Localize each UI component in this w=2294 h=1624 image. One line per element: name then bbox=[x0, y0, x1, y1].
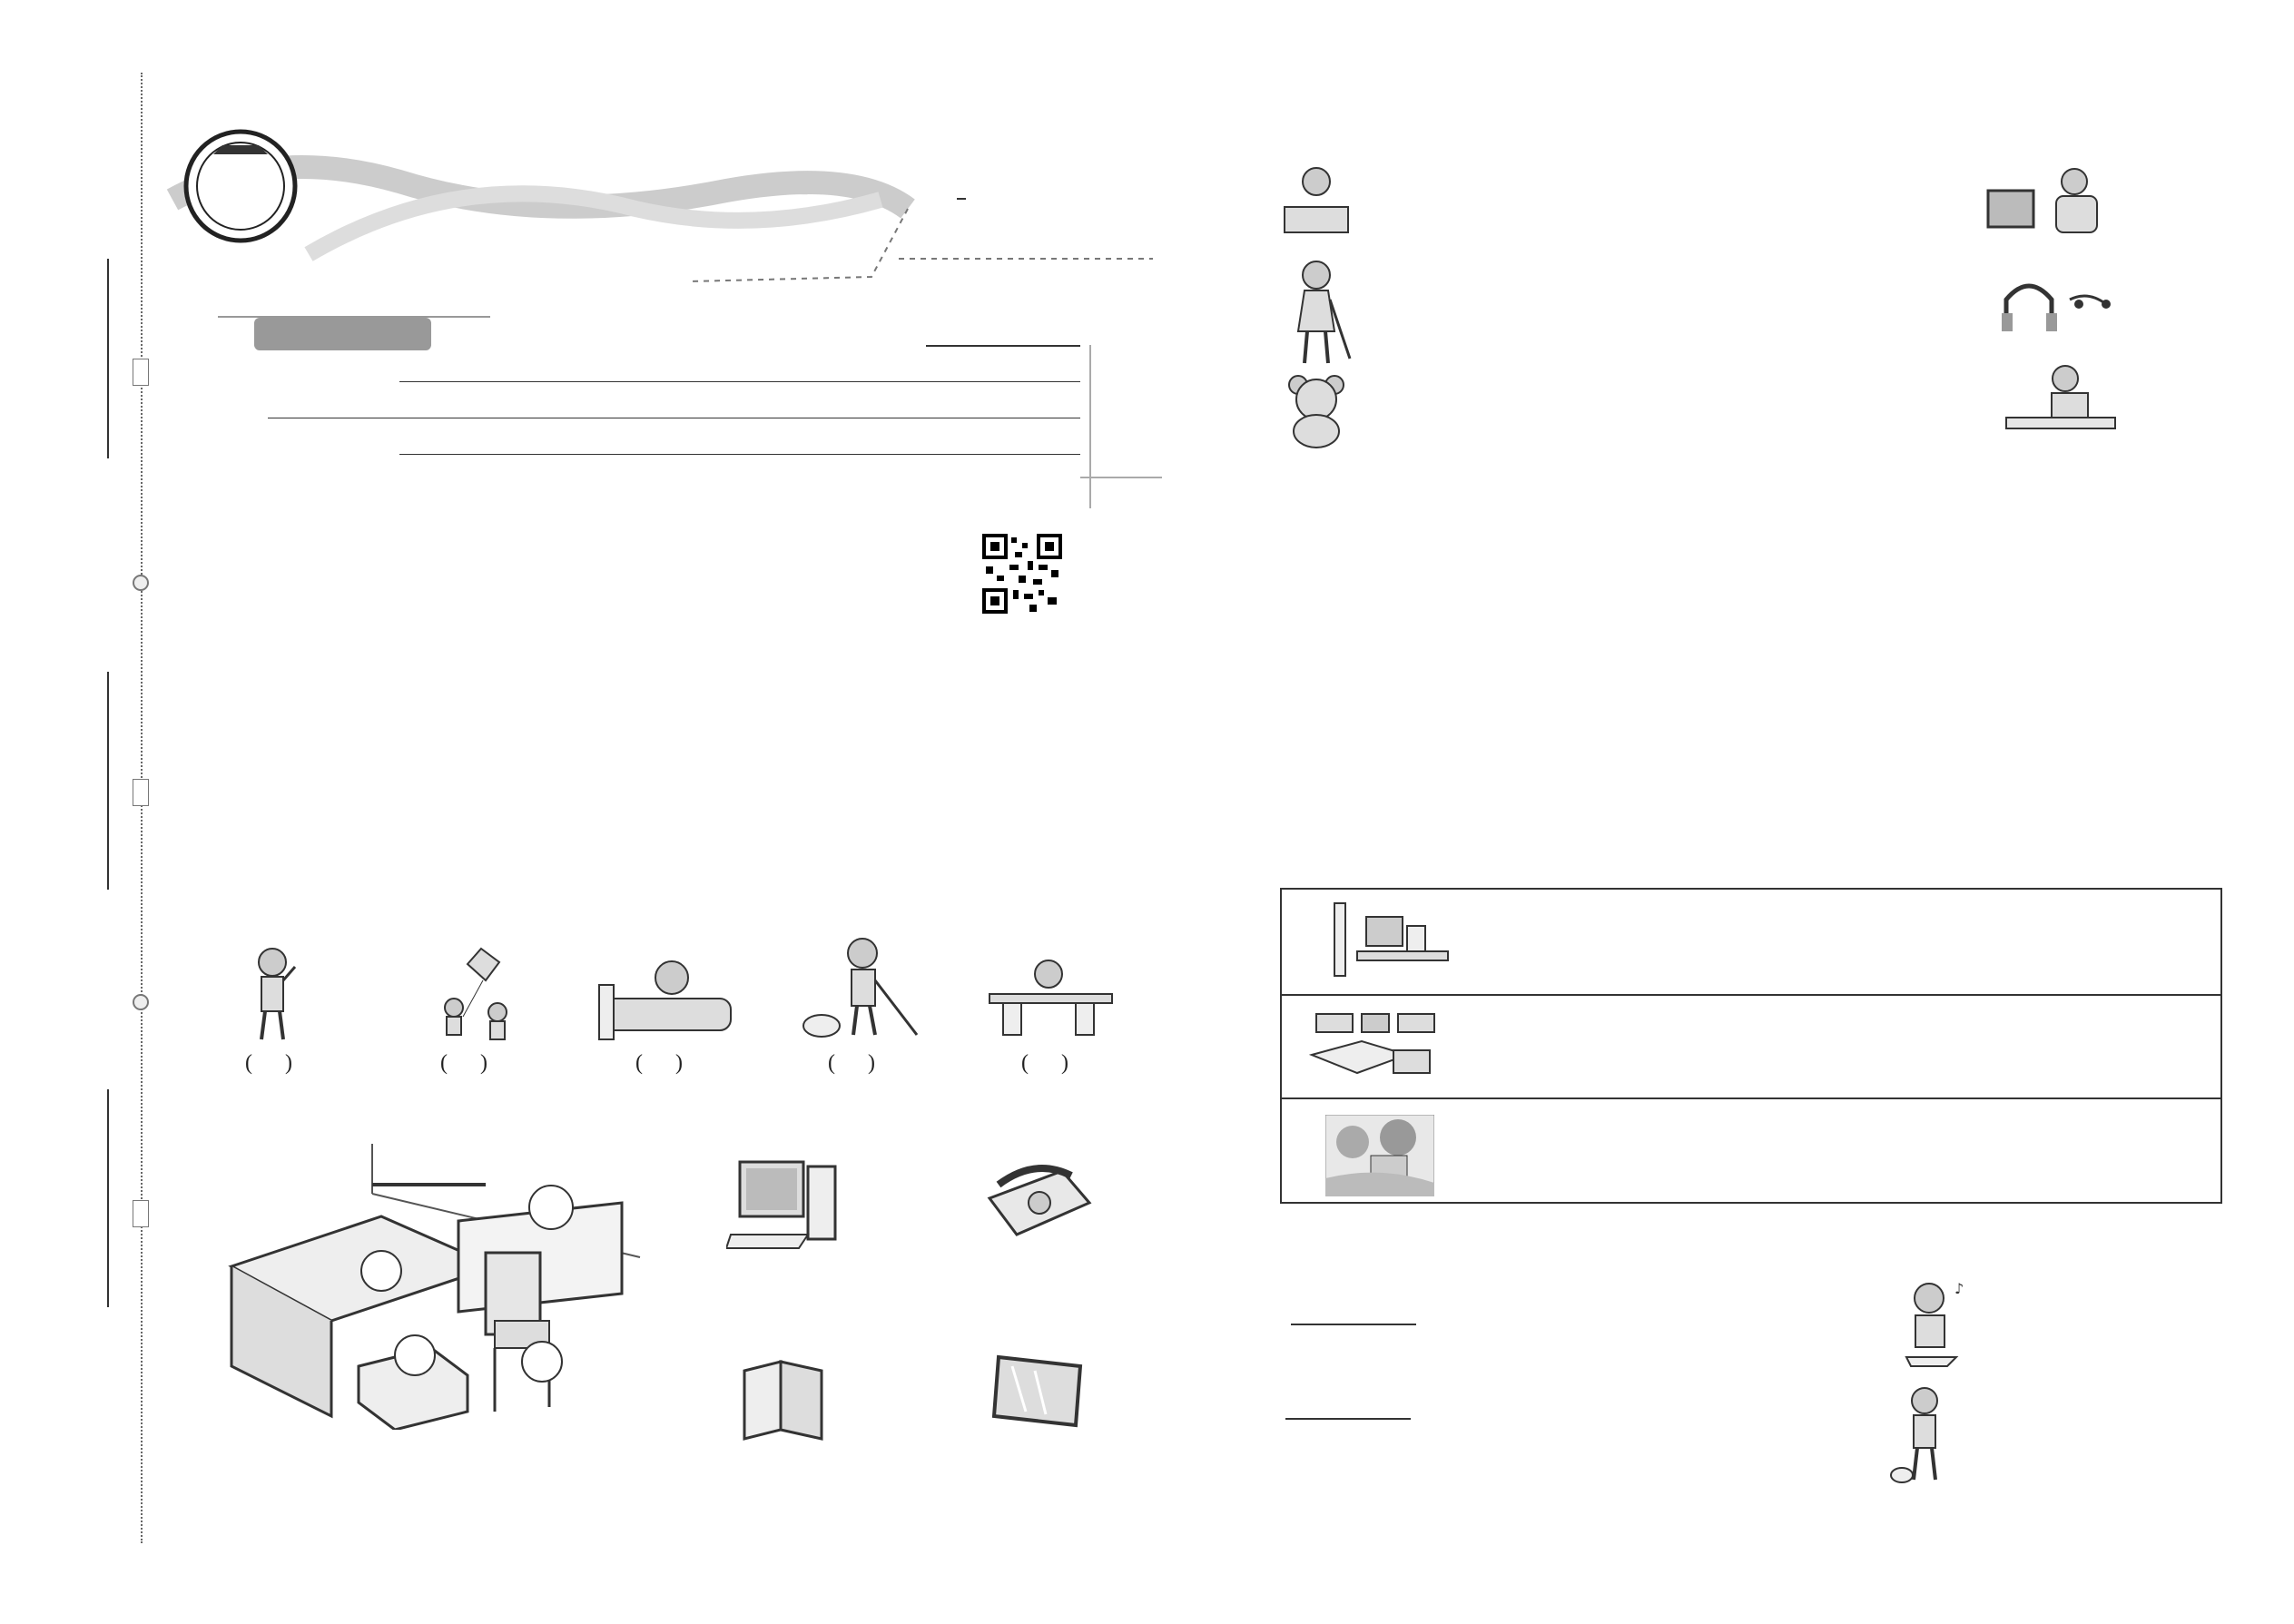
svg-text:♪: ♪ bbox=[1954, 1280, 1964, 1297]
teacher-comment-field[interactable] bbox=[399, 381, 1080, 382]
seal-mark bbox=[133, 1200, 149, 1227]
answer-bracket[interactable]: ( ) bbox=[1021, 1051, 1068, 1075]
man-tv-picture bbox=[1984, 163, 2111, 241]
mirror-picture bbox=[989, 1353, 1089, 1439]
blank-input[interactable] bbox=[1291, 1324, 1416, 1325]
boy-standing-picture bbox=[245, 944, 300, 1044]
parent-comment-field[interactable] bbox=[399, 454, 1080, 455]
bedroom-picture bbox=[222, 1139, 649, 1430]
school-field[interactable] bbox=[107, 259, 109, 458]
computer-desk-picture bbox=[1330, 899, 1457, 985]
teddy-bear-picture bbox=[1280, 372, 1353, 449]
seal-mark bbox=[133, 359, 149, 386]
name-field[interactable] bbox=[107, 1089, 109, 1307]
header-banner bbox=[163, 109, 1162, 290]
binding-hole bbox=[133, 994, 149, 1010]
headphones-picture bbox=[1997, 272, 2124, 336]
outdoor-picture bbox=[1325, 1115, 1434, 1196]
girl-broom-picture bbox=[1285, 259, 1357, 368]
boy-cleaning-picture bbox=[1888, 1384, 1961, 1489]
boy-writing-picture bbox=[2002, 359, 2120, 449]
logo bbox=[182, 127, 300, 245]
q7-sentence-2 bbox=[1280, 1402, 1416, 1426]
answer-bracket[interactable]: ( ) bbox=[245, 1051, 292, 1075]
answer-bracket[interactable]: ( ) bbox=[440, 1051, 487, 1075]
home-school-box bbox=[218, 309, 1126, 499]
answer-bracket[interactable]: ( ) bbox=[635, 1051, 683, 1075]
girl-desk-picture bbox=[1280, 163, 1353, 236]
answer-bracket[interactable]: ( ) bbox=[828, 1051, 875, 1075]
boy-bed-picture bbox=[595, 958, 740, 1044]
seal-mark bbox=[133, 779, 149, 806]
q7-sentence-1 bbox=[1280, 1307, 1422, 1332]
computer-picture bbox=[726, 1157, 853, 1257]
score-field[interactable] bbox=[926, 345, 1080, 347]
living-room-picture bbox=[1307, 1009, 1443, 1082]
girl-music-picture bbox=[1893, 1275, 1974, 1371]
class-field[interactable] bbox=[107, 672, 109, 890]
telephone-picture bbox=[980, 1153, 1098, 1244]
children-kite-picture bbox=[427, 944, 527, 1044]
home-school-label bbox=[254, 318, 431, 350]
boy-desk-picture bbox=[985, 958, 1117, 1044]
girl-vacuum-picture bbox=[799, 935, 926, 1044]
cut-line bbox=[141, 73, 143, 1543]
qr-code-icon[interactable] bbox=[982, 534, 1062, 614]
tag-edition bbox=[957, 198, 966, 200]
binding-hole bbox=[133, 575, 149, 591]
blank-input[interactable] bbox=[1285, 1418, 1411, 1420]
subject-tag bbox=[908, 198, 966, 200]
book-picture bbox=[740, 1353, 831, 1443]
